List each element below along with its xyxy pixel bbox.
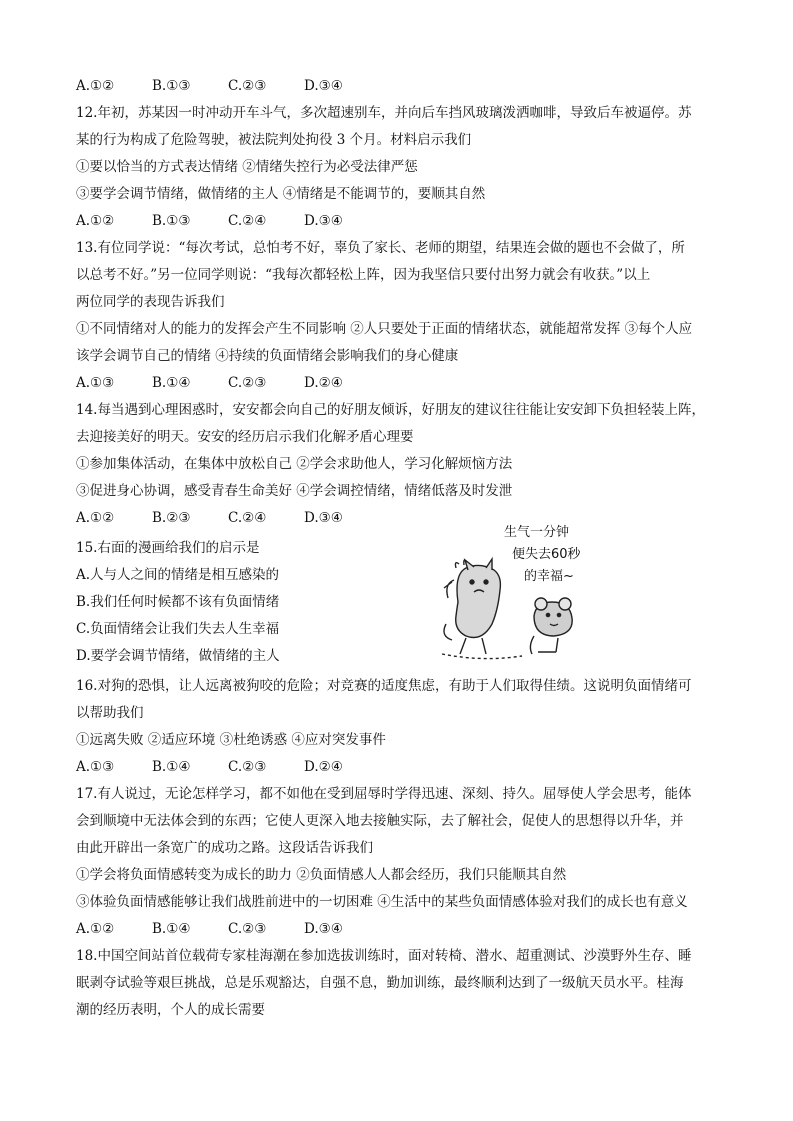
- q16-stem-line: 16.对狗的恐惧，让人远离被狗咬的危险；对竞赛的适度焦虑，有助于人们取得佳绩。这说明负面情绪可: [76, 678, 692, 694]
- q13-stem-line: 以总考不好。”另一位同学则说：“我每次都轻松上阵，因为我坚信只要付出努力就会有收获。”以上: [76, 267, 651, 283]
- option: A.①②: [76, 921, 115, 937]
- option: C.②③: [228, 759, 267, 775]
- q17-choice-line: ①学会将负面情感转变为成长的助力 ②负面情感人人都会经历，我们只能顺其自然: [76, 867, 567, 883]
- q15-option: B.我们任何时候都不该有负面情绪: [76, 594, 280, 610]
- q17-choice-line: ③体验负面情感能够让我们战胜前进中的一切困难 ④生活中的某些负面情感体验对我们的成长也有意义: [76, 894, 688, 910]
- cartoon-illustration: [438, 520, 595, 668]
- q14-stem-line: 14.每当遇到心理困惑时，安安都会向自己的好朋友倾诉，好朋友的建议往往能让安安卸下负担轻装上阵，: [76, 402, 705, 418]
- q12-stem-line: 某的行为构成了危险驾驶，被法院判处拘役 3 个月。材料启示我们: [76, 132, 472, 148]
- option: A.①③: [76, 759, 115, 775]
- option: C.②③: [228, 78, 267, 94]
- option: D.③④: [304, 78, 343, 94]
- q17-options: [76, 919, 380, 939]
- option: C.②③: [228, 375, 267, 391]
- q18-stem-line: 18.中国空间站首位载荷专家桂海潮在参加选拔训练时，面对转椅、潜水、超重测试、沙漠野外生存、睡: [76, 948, 692, 964]
- q15-option: C.负面情绪会让我们失去人生幸福: [76, 621, 280, 637]
- option: C.②④: [228, 213, 267, 229]
- q15-stem: 15.右面的漫画给我们的启示是: [76, 540, 260, 556]
- option: B.①③: [152, 78, 191, 94]
- q17-stem-line: 17.有人说过，无论怎样学习，都不如他在受到屈辱时学得迅速、深刻、持久。屈辱使人学会思考，能体: [76, 786, 692, 802]
- cartoon-caption-line: 便失去60秒: [512, 547, 581, 562]
- option: B.②③: [152, 510, 191, 526]
- cartoon-caption-line: 生气一分钟: [504, 525, 570, 540]
- option: D.②④: [304, 759, 343, 775]
- q12-options: [76, 211, 380, 231]
- q14-choice-line: ①参加集体活动，在集体中放松自己 ②学会求助他人，学习化解烦恼方法: [76, 456, 513, 472]
- q12-choice-line: ①要以恰当的方式表达情绪 ②情绪失控行为必受法律严惩: [76, 159, 418, 175]
- q14-options: [76, 508, 380, 528]
- option: A.①②: [76, 213, 115, 229]
- q17-stem-line: 由此开辟出一条宽广的成功之路。这段话告诉我们: [76, 840, 373, 856]
- q17-stem-line: 会到顺境中无法体会到的东西；它使人更深入地去接触实际，去了解社会，促使人的思想得以升华，并: [76, 813, 684, 829]
- q13-choice-line: 该学会调节自己的情绪 ④持续的负面情绪会影响我们的身心健康: [76, 348, 459, 364]
- q13-stem-line: 两位同学的表现告诉我们: [76, 294, 225, 310]
- q13-choice-line: ①不同情绪对人的能力的发挥会产生不同影响 ②人只要处于正面的情绪状态，就能超常发挥 ③每个人应: [76, 321, 693, 337]
- q16-choice-line: ①远离失败 ②适应环境 ③杜绝诱惑 ④应对突发事件: [76, 732, 386, 748]
- q16-stem-line: 以帮助我们: [76, 705, 144, 721]
- q18-stem-line: 潮的经历表明，个人的成长需要: [76, 1002, 265, 1018]
- q12-choice-line: ③要学会调节情绪，做情绪的主人 ④情绪是不能调节的，要顺其自然: [76, 186, 486, 202]
- angry-cat-icon: [442, 559, 522, 659]
- q13-options: [76, 373, 380, 393]
- q18-stem-line: 眠剥夺试验等艰巨挑战，总是乐观豁达，自强不息，勤加训练，最终顺利达到了一级航天员水平。桂海: [76, 975, 684, 991]
- option: B.①④: [152, 375, 191, 391]
- q15-option: A.人与人之间的情绪是相互感染的: [76, 567, 280, 583]
- option: D.③④: [304, 510, 343, 526]
- q13-stem-line: 13.有位同学说：“每次考试，总怕考不好，辜负了家长、老师的期望，结果连会做的题也不会做了，所: [76, 240, 685, 256]
- option: D.②④: [304, 375, 343, 391]
- q12-stem-line: 12.年初，苏某因一时冲动开车斗气，多次超速别车，并向后车挡风玻璃泼洒咖啡，导致后车被逼停。苏: [76, 105, 692, 121]
- option: A.①②: [76, 510, 115, 526]
- option: C.②④: [228, 510, 267, 526]
- q15-option: D.要学会调节情绪，做情绪的主人: [76, 648, 280, 664]
- option: B.①④: [152, 759, 191, 775]
- option: C.②③: [228, 921, 267, 937]
- q16-options: [76, 757, 380, 777]
- option: A.①②: [76, 78, 115, 94]
- q14-choice-line: ③促进身心协调，感受青春生命美好 ④学会调控情绪，情绪低落及时发泄: [76, 483, 513, 499]
- option: D.③④: [304, 921, 343, 937]
- option: B.①④: [152, 921, 191, 937]
- q11-options: [76, 76, 380, 96]
- q14-stem-line: 去迎接美好的明天。安安的经历启示我们化解矛盾心理要: [76, 429, 414, 445]
- mouse-icon: [530, 598, 572, 654]
- option: B.①③: [152, 213, 191, 229]
- option: D.③④: [304, 213, 343, 229]
- option: A.①③: [76, 375, 115, 391]
- cartoon-caption-line: 的幸福~: [524, 569, 574, 584]
